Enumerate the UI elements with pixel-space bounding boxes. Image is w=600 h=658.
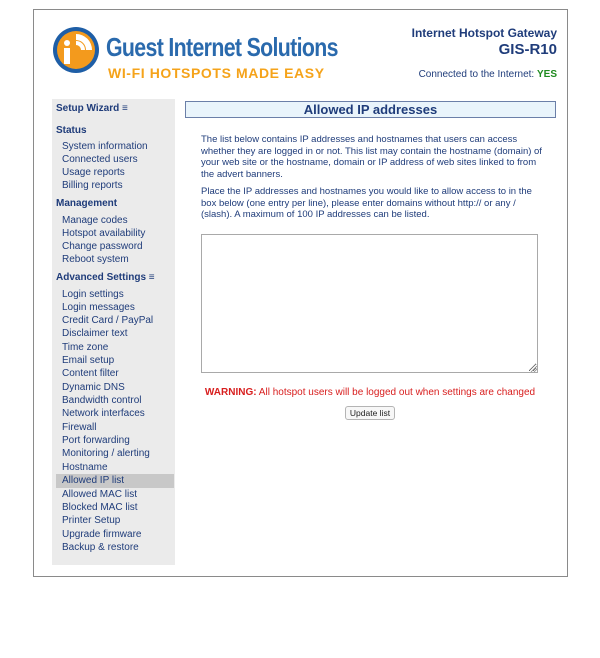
sidebar-setup-wizard[interactable]: Setup Wizard ≡ <box>56 103 128 114</box>
connection-status <box>419 69 557 80</box>
sidebar-item-usage-reports[interactable]: Usage reports <box>62 167 125 178</box>
sidebar-item-reboot-system[interactable]: Reboot system <box>62 254 129 265</box>
sidebar-heading-advanced-settings[interactable]: Advanced Settings ≡ <box>56 272 155 283</box>
sidebar-item-system-information[interactable]: System information <box>62 141 148 152</box>
sidebar-item-credit-card-paypal[interactable]: Credit Card / PayPal <box>62 315 154 326</box>
allowed-ip-textarea[interactable] <box>201 234 538 373</box>
instructions-paragraph: Place the IP addresses and hostnames you would like to allow access to in the box below (one entry per line), please enter domains without http:// or any / (slash). A maximum of 100 IP addresses can be listed. <box>201 186 532 220</box>
update-list-button[interactable]: Update list <box>345 406 395 420</box>
brand-name: Guest Internet Solutions <box>106 32 338 62</box>
sidebar-item-login-messages[interactable]: Login messages <box>62 302 135 313</box>
resize-grip-icon[interactable] <box>530 365 537 372</box>
guest-internet-logo-icon <box>52 26 100 74</box>
sidebar-item-firewall[interactable]: Firewall <box>62 422 97 433</box>
sidebar-item-network-interfaces[interactable]: Network interfaces <box>62 408 145 419</box>
sidebar-item-printer-setup[interactable]: Printer Setup <box>62 515 121 526</box>
sidebar-item-billing-reports[interactable]: Billing reports <box>62 180 123 191</box>
page-frame <box>33 9 568 577</box>
sidebar-item-time-zone[interactable]: Time zone <box>62 342 109 353</box>
description-paragraph: The list below contains IP addresses and hostnames that users can access whether they are logged in or not. This list may contain the hostname (domain) of your web site or the hostname, domain or IP address of web sites linked to from the advert banners. <box>201 134 542 180</box>
sidebar-item-dynamic-dns[interactable]: Dynamic DNS <box>62 382 125 393</box>
sidebar-item-allowed-mac-list[interactable]: Allowed MAC list <box>62 489 138 500</box>
sidebar-item-allowed-ip-list[interactable]: Allowed IP list <box>56 474 174 488</box>
sidebar-item-upgrade-firmware[interactable]: Upgrade firmware <box>62 529 142 540</box>
sidebar-item-change-password[interactable]: Change password <box>62 241 143 252</box>
sidebar-item-disclaimer-text[interactable]: Disclaimer text <box>62 328 128 339</box>
gateway-title: Internet Hotspot Gateway <box>411 26 557 40</box>
gateway-model: GIS-R10 <box>498 41 557 58</box>
sidebar-item-monitoring-alerting[interactable]: Monitoring / alerting <box>62 448 150 459</box>
sidebar-heading-management: Management <box>56 198 118 209</box>
sidebar <box>52 99 175 565</box>
sidebar-item-content-filter[interactable]: Content filter <box>62 368 119 379</box>
brand-tagline: WI-FI HOTSPOTS MADE EASY <box>108 65 325 81</box>
logout-warning <box>185 387 555 398</box>
sidebar-item-backup-restore[interactable]: Backup & restore <box>62 542 139 553</box>
sidebar-item-hostname[interactable]: Hostname <box>62 462 108 473</box>
sidebar-item-port-forwarding[interactable]: Port forwarding <box>62 435 130 446</box>
sidebar-item-email-setup[interactable]: Email setup <box>62 355 115 366</box>
sidebar-item-bandwidth-control[interactable]: Bandwidth control <box>62 395 142 406</box>
sidebar-item-connected-users[interactable]: Connected users <box>62 154 138 165</box>
sidebar-item-manage-codes[interactable]: Manage codes <box>62 215 128 226</box>
connection-label: Connected to the Internet: <box>418 69 537 80</box>
sidebar-item-login-settings[interactable]: Login settings <box>62 289 124 300</box>
connection-status-value: YES <box>536 69 557 80</box>
page-title: Allowed IP addresses <box>185 101 556 118</box>
sidebar-heading-status: Status <box>56 125 87 136</box>
sidebar-item-blocked-mac-list[interactable]: Blocked MAC list <box>62 502 138 513</box>
warning-label: WARNING: <box>204 387 257 398</box>
sidebar-item-hotspot-availability[interactable]: Hotspot availability <box>62 228 146 239</box>
warning-text: All hotspot users will be logged out when settings are changed <box>256 387 536 398</box>
